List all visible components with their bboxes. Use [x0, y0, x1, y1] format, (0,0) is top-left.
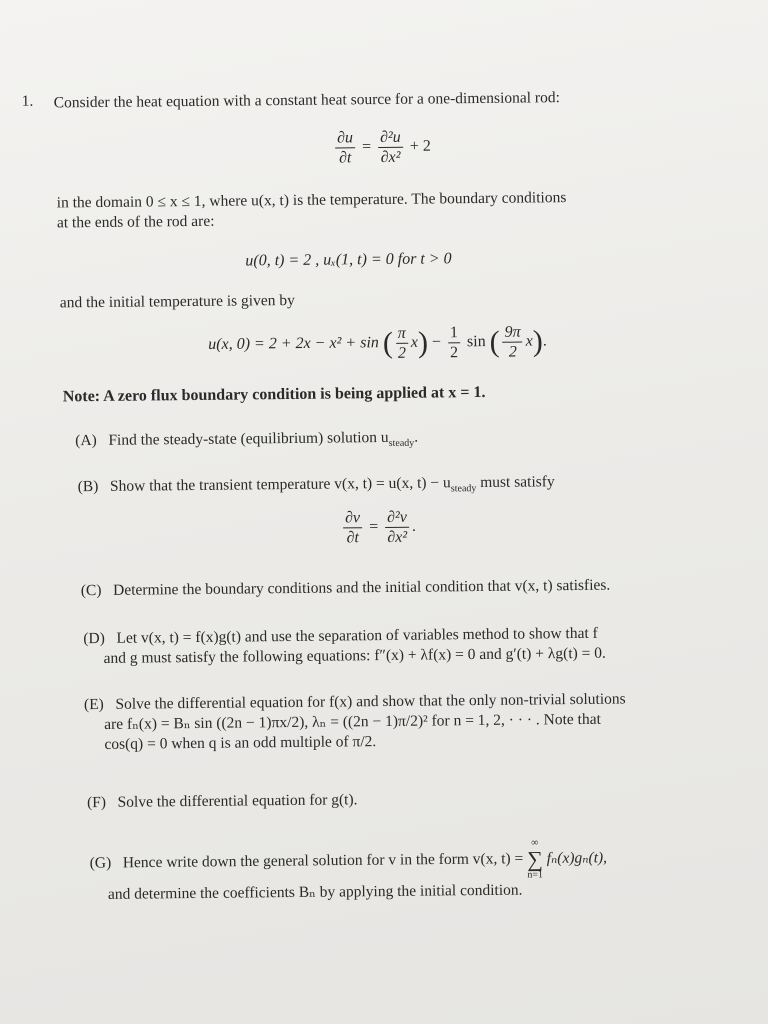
summation [527, 838, 543, 880]
transient-equation [340, 508, 416, 548]
pde-rhs-num: ∂²u [378, 128, 403, 148]
ic-end: . [542, 332, 547, 350]
boundary-conditions: u(0, t) = 2 , uₓ(1, t) = 0 for t > 0 [245, 250, 452, 270]
part-a [75, 428, 418, 458]
pde-lhs-den: ∂t [338, 149, 352, 167]
part-f [87, 790, 358, 813]
domain-line-1: in the domain 0 ≤ x ≤ 1, where u(x, t) is the temperature. The boundary conditions [56, 189, 567, 212]
part-c-label: (C) [80, 581, 102, 600]
part-f-text: Solve the differential equation for g(t). [117, 791, 358, 811]
part-a-text: Find the steady-state (equilibrium) solution u [108, 428, 389, 449]
pde-equals: = [361, 138, 372, 156]
part-b-sub: steady [450, 483, 477, 495]
part-b-label: (B) [77, 477, 99, 496]
ic-half-den: 2 [450, 344, 459, 362]
ic-head: u(x, 0) = 2 + 2x − x² + sin [208, 334, 379, 354]
ic-frac2-tail: x [525, 332, 533, 350]
note: Note: A zero flux boundary condition is being applied at x = 1. [62, 383, 486, 406]
part-a-label: (A) [75, 432, 97, 450]
part-d-line2: and g must satisfy the following equations: f″(x) + λf(x) = 0 and g′(t) + λg(t) = 0. [103, 644, 606, 667]
b-equals: = [369, 518, 379, 536]
part-c [81, 576, 611, 602]
part-c-text: Determine the boundary conditions and the initial condition that v(x, t) satisfies. [113, 576, 611, 599]
part-g-line2: and determine the coefficients Bₙ by applying the initial condition. [107, 881, 523, 903]
sum-bottom: n=1 [527, 869, 543, 881]
initial-condition: u(x, 0) = 2 + 2x − x² + sin ( $\frac{\pi}{2}$ x) − $\frac{1}{2}$ sin ( $\frac{9\pi}{2}$ x). [208, 323, 547, 362]
b-end: . [411, 517, 417, 535]
b-rhs-den: ∂x² [387, 528, 408, 546]
ic-frac2-num: 9π [502, 323, 522, 343]
part-d-line1: Let v(x, t) = f(x)g(t) and use the separation of variables method to show that f [116, 624, 598, 647]
b-lhs-num: ∂v [343, 508, 362, 528]
part-e-label: (E) [83, 695, 104, 714]
pde-rhs-tail: + 2 [409, 137, 431, 155]
b-rhs-num: ∂²v [385, 508, 409, 528]
problem-number: 1. [21, 92, 34, 110]
part-g [89, 838, 607, 885]
ic-frac1-den: 2 [397, 344, 407, 362]
pde-lhs-num: ∂u [335, 128, 355, 148]
part-g-line1: Hence write down the general solution for v in the form v(x, t) = [122, 850, 524, 872]
part-e-line2: are fₙ(x) = Bₙ sin ((2n − 1)πx/2), λₙ = ((2n − 1)π/2)² for n = 1, 2, · · · . Note that [104, 710, 601, 733]
part-f-label: (F) [86, 793, 107, 812]
b-lhs-den: ∂t [346, 529, 360, 547]
part-e-line3: cos(q) = 0 when q is an odd multiple of π/2. [104, 733, 377, 753]
part-b-text: Show that the transient temperature v(x, t) = u(x, t) − u [109, 474, 451, 495]
ic-minus: − [431, 333, 442, 351]
ic-frac2-den: 2 [508, 343, 517, 361]
ic-frac1-tail: x [410, 333, 419, 351]
part-b [78, 472, 555, 503]
initial-intro: and the initial temperature is given by [59, 291, 295, 312]
heat-equation [332, 127, 431, 167]
ic-sin2: sin [466, 333, 486, 351]
pde-rhs-den: ∂x² [380, 148, 401, 167]
sum-symbol: ∑ [526, 846, 543, 872]
ic-frac1-num: π [396, 324, 408, 344]
sum-top: ∞ [531, 837, 539, 849]
part-a-end: . [414, 428, 419, 446]
domain-line-2: at the ends of the rod are: [56, 212, 215, 232]
part-b-end: must satisfy [480, 473, 555, 491]
ic-half-num: 1 [448, 323, 460, 343]
intro-text: Consider the heat equation with a constant heat source for a one-dimensional rod: [53, 89, 560, 112]
part-d-label: (D) [83, 629, 105, 648]
part-e-line1: Solve the differential equation for f(x) and show that the only non-trivial solutions [115, 690, 626, 713]
part-g-label: (G) [89, 854, 112, 872]
sum-tail: fₙ(x)gₙ(t), [546, 849, 608, 867]
part-a-sub: steady [388, 437, 415, 450]
